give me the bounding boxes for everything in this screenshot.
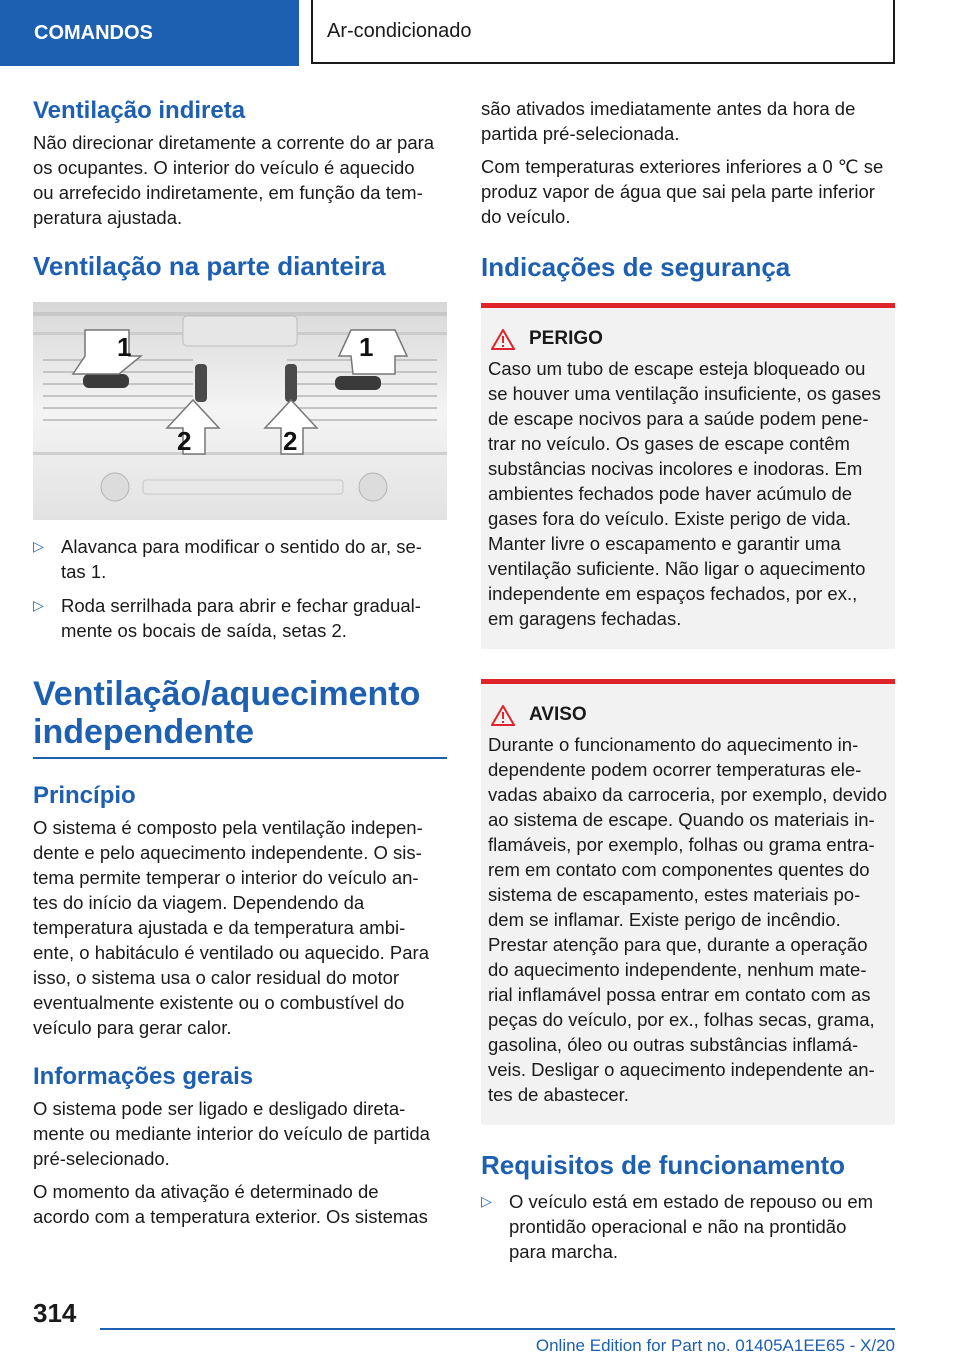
triangle-bullet-icon: ▷ [481,1193,492,1209]
heading-independent-ventilation: Ventilação/aquecimento independente [33,675,447,759]
page-header [0,0,960,66]
triangle-bullet-icon: ▷ [33,538,44,554]
heading-indirect-ventilation: Ventilação indireta [33,97,246,124]
warning-triangle-icon [491,329,515,350]
dashboard-vents-illustration [33,302,447,520]
paragraph-general-2: O momento da ativação é determinado de acordo com a temperatura exterior. Os sistemas [33,1181,428,1227]
vents-figure [33,302,447,520]
list-item: ▷ Alavanca para modificar o sentido do ar, se‐ tas 1. [33,536,422,582]
list-item: ▷ O veículo está em estado de repouso ou em prontidão operacional e não na prontidão para marcha. [481,1191,874,1262]
figure-label-2-left: 2 [177,426,192,456]
page-number: 314 [33,1298,77,1328]
paragraph-principle: O sistema é composto pela ventilação indepen‐ dente e pelo aquecimento independente. O sis‐ tema permite temperar o interior do veículo an‐ tes do início da viagem. Dependendo da temperatura ajustada e da temperatura ambi‐ ente, o habitáculo é ventilado ou aquecido. Para isso, o sistema usa o calor residual do motor eventualmente existente ou o combustível do veículo para gerar calor. [33,817,429,1038]
list-item: ▷ Roda serrilhada para abrir e fechar gradual‐ mente os bocais de saída, setas 2. [33,595,421,641]
paragraph-continued-2: Com temperaturas exteriores inferiores a 0 ℃ se produz vapor de água que sai pela parte inferior do veículo. [481,156,884,227]
heading-front-ventilation: Ventilação na parte dianteira [33,251,386,281]
warning-text: Durante o funcionamento do aquecimento in‐ dependente podem ocorrer temperaturas ele‐ vadas abaixo da carroceria, por exemplo, devido ao sistema de escape. Quando os materiais in‐ flamáveis, por exemplo, folhas ou grama entra‐ rem em contato com componentes quentes do sistema de escapamento, estes materiais po‐ dem se inflamar. Existe perigo de incêndio. Prestar atenção para que, durante a operação do aquecimento independente, nenhum mate‐ rial inflamável possa entrar em contato com as peças do veículo, por ex., folhas secas, grama, gasolina, óleo ou outras substâncias inflamá‐ veis. Desligar o aquecimento independente an‐ tes de abastecer. [488,734,888,1105]
left-vent-wheel [195,364,207,402]
section-tab[interactable]: COMANDOS [0,0,299,66]
figure-label-1-left: 1 [117,332,132,362]
left-column [33,96,447,1237]
heading-general-information: Informações gerais [33,1063,254,1090]
paragraph-indirect: Não direcionar diretamente a corrente do ar para os ocupantes. O interior do veículo é aquecido ou arrefecido indiretamente, em função da tem‐ peratura ajustada. [33,132,435,228]
front-ventilation-list [33,534,447,643]
triangle-bullet-icon: ▷ [33,597,44,613]
requirements-list [481,1189,895,1264]
heading-safety-notes: Indicações de segurança [481,252,791,282]
left-vent-lever [83,374,129,388]
warning-label: AVISO [529,704,587,725]
figure-label-2-right: 2 [283,426,298,456]
right-vent-lever [335,376,381,390]
paragraph-continued-1: são ativados imediatamente antes da hora de partida pré-selecionada. [481,98,856,144]
paragraph-general-1: O sistema pode ser ligado e desligado direta‐ mente ou mediante interior do veículo de partida pré-selecionado. [33,1098,430,1169]
chapter-title: Ar-condicionado [311,0,895,64]
danger-box [481,303,895,649]
heading-operating-requirements: Requisitos de funcionamento [481,1150,846,1180]
warning-box [481,679,895,1125]
danger-text: Caso um tubo de escape esteja bloqueado ou se houver uma ventilação insuficiente, os gases de escape nocivos para a saúde podem pene‐ trar no veículo. Os gases de escape contêm substâncias nocivas incolores e inodoras. Em ambientes fechados pode haver acúmulo de gases fora do veículo. Existe perigo de vida. Manter livre o escapamento e garantir uma ventilação suficiente. Não ligar o aquecimento independente em espaços fechados, por ex., em garagens fechadas. [488,358,881,629]
heading-principle: Princípio [33,782,136,809]
right-vent-wheel [285,364,297,402]
right-column [481,96,895,1273]
warning-triangle-icon [491,705,515,726]
footer-edition[interactable]: Online Edition for Part no. 01405A1EE65 - X/20 [535,1336,895,1355]
footer-divider [100,1328,895,1330]
danger-label: PERIGO [529,328,603,349]
figure-label-1-right: 1 [359,332,374,362]
